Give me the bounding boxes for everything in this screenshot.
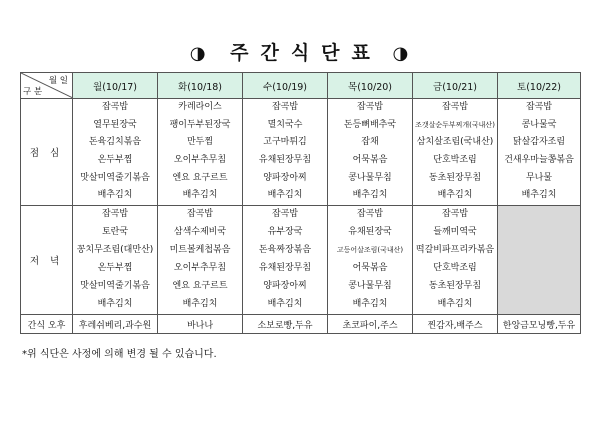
snack-cell: 바나나 [158, 315, 243, 334]
menu-item: 엔요 요구르트 [172, 172, 228, 183]
day-header: 토(10/22) [498, 73, 581, 99]
menu-item: 토란국 [101, 227, 129, 238]
menu-item: 미트볼케첩볶음 [169, 245, 231, 256]
menu-item-list [413, 99, 497, 205]
menu-item: 배추김치 [182, 190, 218, 201]
lunch-cell [413, 99, 498, 206]
menu-item: 잡곡밥 [441, 102, 469, 113]
menu-item: 잡곡밥 [271, 102, 299, 113]
snack-cell: 소보로빵,두유 [243, 315, 328, 334]
day-header: 화(10/18) [158, 73, 243, 99]
menu-item: 잡곡밥 [101, 102, 129, 113]
snack-cell: 초코파이,주스 [328, 315, 413, 334]
snack-row [21, 315, 581, 334]
snack-cell: 찐감자,배주스 [413, 315, 498, 334]
menu-item: 배추김치 [352, 299, 388, 310]
menu-item: 단호박조림 [433, 155, 477, 166]
lunch-cell [243, 99, 328, 206]
menu-item: 오이부추무침 [173, 263, 227, 274]
menu-item: 들깨미역국 [433, 227, 477, 238]
day-axis-label: 월 일 [48, 76, 68, 86]
menu-item: 무나물 [525, 172, 553, 183]
menu-item: 잡곡밥 [271, 209, 299, 220]
menu-item: 동초된장무침 [428, 281, 482, 292]
menu-item: 유부장국 [267, 227, 303, 238]
lunch-cell [328, 99, 413, 206]
menu-item: 엔요 요구르트 [172, 281, 228, 292]
menu-item: 콩나물무침 [348, 281, 392, 292]
menu-item-list [413, 206, 497, 314]
menu-item-list [158, 99, 242, 205]
menu-item: 오이부추무침 [173, 155, 227, 166]
page-title [0, 38, 600, 65]
menu-item: 멸치국수 [267, 119, 303, 130]
dinner-cell [158, 206, 243, 315]
dinner-cell [243, 206, 328, 315]
menu-item: 맛살미역줄기볶음 [80, 172, 150, 183]
weekly-menu-table [20, 72, 581, 334]
menu-item: 콩나물국 [521, 119, 557, 130]
menu-item: 단호박조림 [433, 263, 477, 274]
menu-item: 카레라이스 [178, 102, 222, 113]
menu-item: 동초된장무침 [428, 172, 482, 183]
menu-item: 배추김치 [97, 190, 133, 201]
menu-item: 배추김치 [437, 299, 473, 310]
menu-item: 열무된장국 [93, 119, 137, 130]
dinner-cell [73, 206, 158, 315]
snack-label: 간식 오후 [21, 315, 73, 334]
menu-item: 배추김치 [521, 190, 557, 201]
menu-item: 콩나물무침 [348, 172, 392, 183]
menu-item-list [73, 206, 157, 314]
lunch-cell [73, 99, 158, 206]
menu-item: 배추김치 [182, 299, 218, 310]
menu-item: 잡곡밥 [101, 209, 129, 220]
menu-item: 배추김치 [437, 190, 473, 201]
lunch-cell [158, 99, 243, 206]
dinner-cell-empty [498, 206, 581, 315]
dinner-row [21, 206, 581, 315]
day-header: 월(10/17) [73, 73, 158, 99]
half-circle-icon-left: ◑ [189, 43, 208, 64]
menu-item: 어묵볶음 [352, 155, 388, 166]
day-header: 금(10/21) [413, 73, 498, 99]
lunch-cell [498, 99, 581, 206]
menu-item: 어묵볶음 [352, 263, 388, 274]
menu-item: 배추김치 [267, 299, 303, 310]
lunch-label: 점 심 [21, 99, 73, 206]
menu-item-list [73, 99, 157, 205]
corner-cell [21, 73, 73, 99]
menu-item: 꽁치무조림(대만산) [76, 245, 154, 256]
menu-item-list [243, 206, 327, 314]
menu-item: 유채된장국 [348, 227, 392, 238]
menu-item: 잡곡밥 [356, 102, 384, 113]
menu-item: 잡곡밥 [525, 102, 553, 113]
snack-cell: 한앙금모닝빵,두유 [498, 315, 581, 334]
menu-item: 잡곡밥 [441, 209, 469, 220]
menu-item-list [498, 99, 580, 205]
day-header: 목(10/20) [328, 73, 413, 99]
menu-item: 삼치살조림(국내산) [416, 137, 494, 148]
dinner-cell [328, 206, 413, 315]
menu-item: 배추김치 [352, 190, 388, 201]
menu-item: 온두부찜 [97, 155, 133, 166]
menu-item: 잡곡밥 [186, 209, 214, 220]
menu-item: 배추김치 [97, 299, 133, 310]
footnote: *위 식단은 사정에 의해 변경 될 수 있습니다. [22, 349, 217, 360]
snack-cell: 후레쉬베리,과수원 [73, 315, 158, 334]
menu-item: 양파장아찌 [263, 172, 307, 183]
menu-item: 돈등뼈배추국 [343, 119, 397, 130]
menu-item: 조갯살순두부찌개(국내산) [415, 120, 495, 129]
menu-item: 유채된장무침 [258, 263, 312, 274]
menu-item: 삼색수제비국 [173, 227, 227, 238]
menu-item: 잡곡밥 [356, 209, 384, 220]
menu-item: 고등어살조림(국내산) [336, 246, 404, 255]
menu-item: 맛살미역줄기볶음 [80, 281, 150, 292]
half-circle-icon-right: ◑ [392, 43, 411, 64]
menu-item: 돈육김치볶음 [88, 137, 142, 148]
dinner-cell [413, 206, 498, 315]
lunch-row [21, 99, 581, 206]
menu-item: 온두부찜 [97, 263, 133, 274]
menu-item: 돈육짜장볶음 [258, 245, 312, 256]
day-header: 수(10/19) [243, 73, 328, 99]
menu-item: 건새우마늘쫑볶음 [504, 155, 574, 166]
menu-item-list [328, 99, 412, 205]
menu-item: 양파장아찌 [263, 281, 307, 292]
menu-item: 고구마튀김 [263, 137, 307, 148]
category-axis-label: 구 분 [23, 87, 43, 97]
menu-item: 팽이두부된장국 [169, 119, 231, 130]
menu-item: 유채된장무침 [258, 155, 312, 166]
menu-item: 떡갈비파프리카볶음 [415, 245, 495, 256]
header-row [21, 73, 581, 99]
menu-item: 배추김치 [267, 190, 303, 201]
menu-item: 닭살감자조림 [512, 137, 566, 148]
dinner-label: 저 녁 [21, 206, 73, 315]
title-text: 주간식단표 [230, 42, 382, 64]
menu-item: 잡채 [361, 137, 379, 148]
menu-item-list [158, 206, 242, 314]
menu-item: 만두찜 [186, 137, 214, 148]
menu-item-list [328, 206, 412, 314]
menu-item-list [243, 99, 327, 205]
